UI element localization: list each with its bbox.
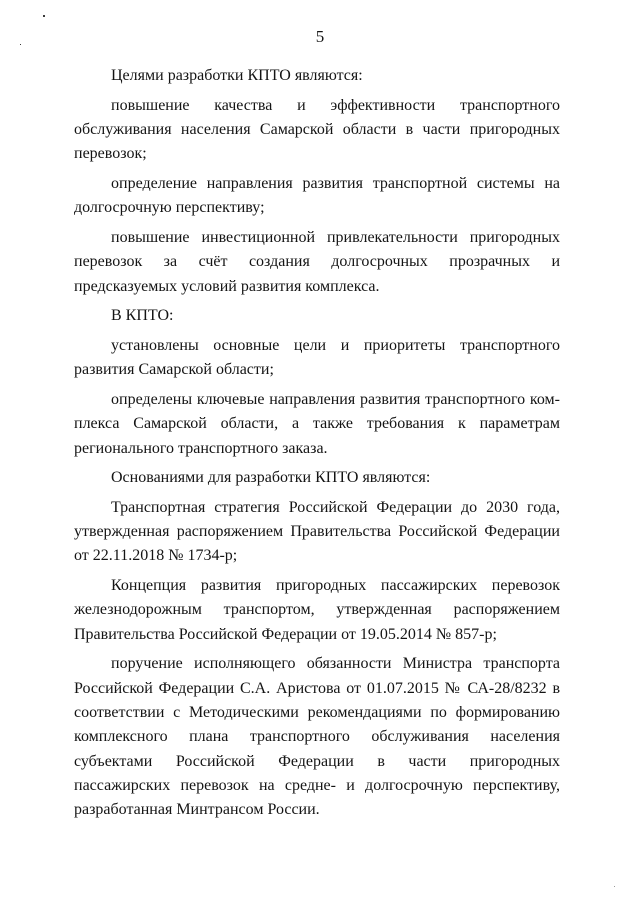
paragraph-kpto-priorities: установлены основные цели и приоритеты транспортного развития Самарской области; <box>74 336 560 379</box>
scan-speck <box>614 886 615 887</box>
page-number: 5 <box>315 27 325 46</box>
paragraph-ground-strategy: Транспортная стратегия Российской Федерации до 2030 года, утвержденная распоряжением Правительства Российской Федерации от 22.11.2018 № 1734-р; <box>74 498 560 565</box>
paragraph-goals-heading: Целями разработки КПТО являются: <box>111 67 363 84</box>
paragraph-goal-quality: повышение качества и эффективности транспортного обслуживания населения Самарской области в части пригородных перевозок; <box>74 96 560 163</box>
paragraph-grounds-heading: Основаниями для разработки КПТО являются: <box>111 469 431 487</box>
paragraph-goal-direction: определение направления развития транспортной системы на долгосрочную перспективу; <box>74 174 560 217</box>
scan-speck <box>43 15 45 17</box>
document-body <box>74 64 560 828</box>
paragraph-goal-investment: повышение инвестиционной привлекательности пригородных перевозок за счёт создания долгосрочных прозрачных и предсказуемых условий развития комплекса. <box>74 228 560 295</box>
paragraph-kpto-directions: определены ключевые направления развития транспортного комплекса Самарской области, а также требования к параметрам регионального транспортного заказа. <box>74 390 560 457</box>
paragraph-ground-concept: Концепция развития пригородных пассажирских перевозок железнодорожным транспортом, утвержденная распоряжением Правительства Российской Федерации от 19.05.2014 № 857-р; <box>74 577 560 643</box>
paragraph-kpto-heading: В КПТО: <box>111 307 174 325</box>
paragraph-ground-instruction: поручение исполняющего обязанности Министра транспорта Российской Федерации С.А. Аристова от 01.07.2015 № СА-28/8232 в соответствии с Методическими рекомендациями по формированию комплексного плана транспортного обслуживания населения субъектами Российской Федерации в части пригородных пассажирских перевозок на средне- и долгосрочную перспективу, разработанная Минтрансом России. <box>74 655 560 819</box>
